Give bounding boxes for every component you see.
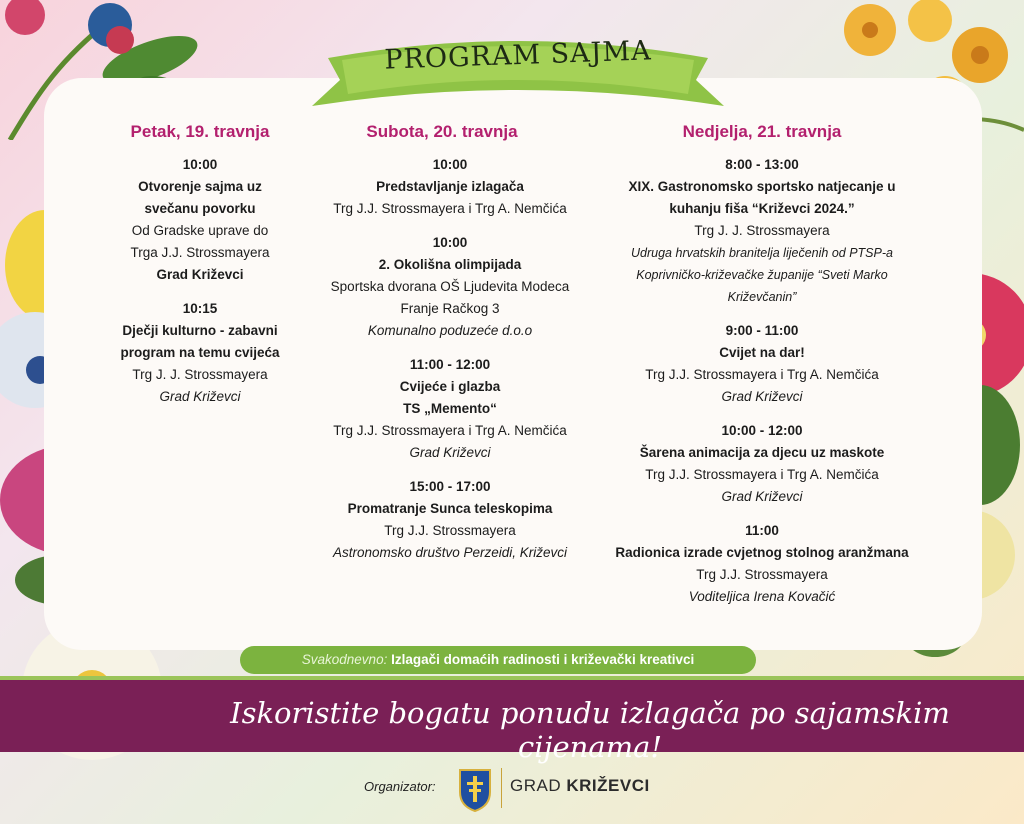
event-organizer: Grad Križevci bbox=[156, 267, 244, 282]
day-heading: Petak, 19. travnja bbox=[130, 122, 270, 141]
event-item bbox=[302, 232, 598, 342]
event-item bbox=[302, 476, 598, 564]
event-title: Radionica izrade cvjetnog stolnog aranžmana bbox=[615, 545, 909, 560]
event-title: 2. Okolišna olimpijada bbox=[378, 257, 522, 272]
city-brand bbox=[510, 776, 650, 796]
day-column-friday bbox=[100, 122, 300, 420]
event-item bbox=[604, 320, 920, 408]
event-time: 11:00 bbox=[745, 523, 779, 538]
daily-info-bar bbox=[240, 646, 756, 674]
event-organizer: Voditeljica Irena Kovačić bbox=[688, 589, 836, 604]
event-organizer: Grad Križevci bbox=[409, 445, 491, 460]
event-organizer: Grad Križevci bbox=[159, 389, 241, 404]
event-title: Cvijet na dar! bbox=[719, 345, 805, 360]
event-location: Od Gradske uprave do Trga J.J. Strossmayera bbox=[130, 223, 270, 260]
footer-divider bbox=[501, 768, 502, 808]
city-crest-icon bbox=[458, 768, 492, 812]
event-organizer: Grad Križevci bbox=[721, 389, 803, 404]
event-location: Sportska dvorana OŠ Ljudevita Modeca Franje Račkog 3 bbox=[330, 279, 570, 316]
footer bbox=[0, 762, 1024, 822]
event-item bbox=[604, 420, 920, 508]
slogan-text: Iskoristite bogatu ponudu izlagača po sajamskim cijenama! bbox=[230, 696, 950, 764]
event-organizer: Astronomsko društvo Perzeidi, Križevci bbox=[332, 545, 568, 560]
organizer-label: Organizator: bbox=[364, 779, 436, 794]
event-time: 11:00 - 12:00 bbox=[409, 357, 491, 372]
event-time: 15:00 - 17:00 bbox=[409, 479, 491, 494]
event-title: Cvijeće i glazba TS „Memento“ bbox=[399, 379, 501, 416]
event-item bbox=[100, 298, 300, 408]
event-title: Predstavljanje izlagača bbox=[376, 179, 524, 194]
event-location: Trg J.J. Strossmayera i Trg A. Nemčića bbox=[645, 367, 879, 382]
event-organizer: Komunalno poduzeće d.o.o bbox=[367, 323, 533, 338]
brand-prefix: GRAD bbox=[510, 776, 562, 795]
day-heading: Nedjelja, 21. travnja bbox=[682, 122, 842, 141]
slogan-band bbox=[0, 676, 1024, 764]
event-title: Otvorenje sajma uz svečanu povorku bbox=[138, 179, 262, 216]
day-column-sunday bbox=[604, 122, 920, 620]
daily-text: Izlagači domaćih radinosti i križevački kreativci bbox=[391, 652, 695, 667]
event-location: Trg J. J. Strossmayera bbox=[132, 367, 268, 382]
event-time: 10:00 bbox=[432, 235, 468, 250]
event-item bbox=[604, 520, 920, 608]
event-time: 9:00 - 11:00 bbox=[725, 323, 799, 338]
event-time: 10:00 - 12:00 bbox=[721, 423, 803, 438]
event-location: Trg J.J. Strossmayera bbox=[384, 523, 516, 538]
event-item bbox=[604, 154, 920, 308]
event-title: XIX. Gastronomsko sportsko natjecanje u kuhanju fiša “Križevci 2024.” bbox=[628, 179, 896, 216]
event-item bbox=[302, 154, 598, 220]
event-time: 10:00 bbox=[182, 157, 218, 172]
day-heading: Subota, 20. travnja bbox=[366, 122, 518, 141]
event-item bbox=[302, 354, 598, 464]
brand-name: KRIŽEVCI bbox=[566, 776, 650, 795]
event-item bbox=[100, 154, 300, 286]
event-title: Promatranje Sunca teleskopima bbox=[347, 501, 553, 516]
page-title: PROGRAM SAJMA bbox=[383, 35, 653, 76]
event-location: Trg J.J. Strossmayera i Trg A. Nemčića bbox=[645, 467, 879, 482]
event-organizer: Udruga hrvatskih branitelja liječenih od PTSP-a Koprivničko-križevačke županije “Sveti Marko Križevčanin” bbox=[631, 246, 893, 304]
day-column-saturday bbox=[302, 122, 598, 576]
event-location: Trg J. J. Strossmayera bbox=[694, 223, 830, 238]
event-title: Šarena animacija za djecu uz maskote bbox=[639, 445, 885, 460]
event-time: 10:15 bbox=[182, 301, 218, 316]
event-organizer: Grad Križevci bbox=[721, 489, 803, 504]
event-location: Trg J.J. Strossmayera i Trg A. Nemčića bbox=[333, 201, 567, 216]
event-time: 8:00 - 13:00 bbox=[725, 157, 799, 172]
event-time: 10:00 bbox=[432, 157, 468, 172]
event-location: Trg J.J. Strossmayera bbox=[696, 567, 828, 582]
daily-label: Svakodnevno: bbox=[301, 652, 388, 667]
event-location: Trg J.J. Strossmayera i Trg A. Nemčića bbox=[333, 423, 567, 438]
event-title: Dječji kulturno - zabavni program na temu cvijeća bbox=[120, 323, 280, 360]
